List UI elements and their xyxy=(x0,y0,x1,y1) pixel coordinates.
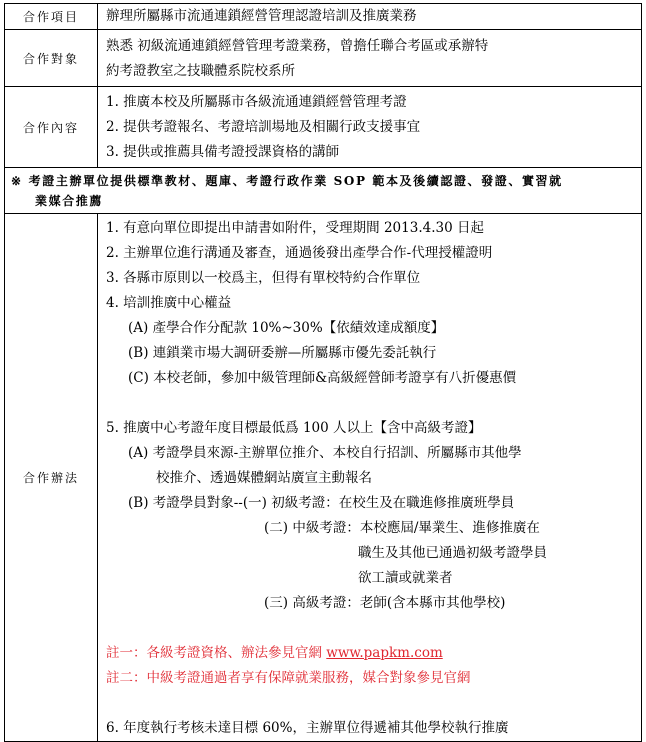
website-link[interactable]: www.papkm.com xyxy=(326,645,443,661)
method-5b2-value: 中級考證：本校應屆/畢業生、進修推廣在 xyxy=(292,520,540,536)
method-5b3-prefix: (三) xyxy=(264,595,289,611)
row-item xyxy=(5,4,642,30)
note-1 xyxy=(106,641,641,666)
remark-line-1 xyxy=(11,171,635,191)
content-list xyxy=(98,87,642,168)
method-5b-prefix: (B) 考證學員對象--(一) xyxy=(128,495,267,511)
remark-cell xyxy=(5,168,642,214)
remark-line-2: 業媒合推薦 xyxy=(35,194,104,208)
method-line-5b-2-cont1: 職生及其他已通過初級考證學員 xyxy=(358,545,547,561)
content-item xyxy=(98,4,642,30)
method-line-5b-1 xyxy=(106,491,641,516)
content-item-1: 1. 推廣本校及所屬縣市各級流通連鎖經營管理考證 xyxy=(106,94,407,110)
method-5b3-value: 高級考證：老師(含本縣市其他學校) xyxy=(292,595,506,611)
method-line-1: 1. 有意向單位即提出申請書如附件，受理期間 2013.4.30 日起 xyxy=(106,220,484,236)
label-target: 合作對象 xyxy=(5,30,98,87)
cooperation-table xyxy=(4,3,642,742)
item-text: 辦理所屬縣市流通連鎖經營管理認證培訓及推廣業務 xyxy=(106,8,417,24)
row-content xyxy=(5,87,642,168)
spacer xyxy=(106,391,641,416)
content-target xyxy=(98,30,642,87)
method-line-5: 5. 推廣中心考證年度目標最低爲 100 人以上【含中高級考證】 xyxy=(106,420,482,436)
note-2: 註二：中級考證通過者享有保障就業服務，媒合對象參見官網 xyxy=(106,670,471,686)
method-5b-value: 初級考證：在校生及在職進修推廣班學員 xyxy=(271,495,515,511)
method-5b2-prefix: (二) xyxy=(264,520,289,536)
method-line-4a: (A) 產學合作分配款 10%~30%【依績效達成額度】 xyxy=(128,320,445,336)
row-remark xyxy=(5,168,642,214)
spacer xyxy=(106,691,641,716)
row-method xyxy=(5,214,642,742)
row-target xyxy=(5,30,642,87)
method-line-5a-1: (A) 考證學員來源-主辦單位推介、本校自行招訓、所屬縣市其他學 xyxy=(128,445,522,461)
method-line-3: 3. 各縣市原則以一校爲主，但得有單校特約合作單位 xyxy=(106,270,421,286)
method-line-5b-2-cont2: 欲工讀或就業者 xyxy=(358,570,453,586)
method-line-5b-2 xyxy=(106,516,641,541)
target-line-1: 熟悉 初級流通連鎖經營管理考證業務，曾擔任聯合考區或承辦特 xyxy=(106,38,489,54)
content-item-2: 2. 提供考證報名、考證培訓場地及相關行政支援事宜 xyxy=(106,119,421,135)
method-line-4c: (C) 本校老師，參加中級管理師&高級經營師考證享有八折優惠價 xyxy=(128,370,517,386)
content-item-3: 3. 提供或推薦具備考證授課資格的講師 xyxy=(106,144,340,160)
method-line-2: 2. 主辦單位進行溝通及審查，通過後發出產學合作-代理授權證明 xyxy=(106,245,493,261)
method-line-4b: (B) 連鎖業市場大調研委辦—所屬縣市優先委託執行 xyxy=(128,345,437,361)
label-item: 合作項目 xyxy=(5,4,98,30)
label-content: 合作內容 xyxy=(5,87,98,168)
method-line-4: 4. 培訓推廣中心權益 xyxy=(106,295,232,311)
reference-mark-icon: ※ xyxy=(11,174,23,188)
spacer xyxy=(106,616,641,641)
method-line-5a-2: 校推介、透過媒體網站廣宣主動報名 xyxy=(156,470,372,486)
content-method xyxy=(98,214,642,742)
method-line-6: 6. 年度執行考核未達目標 60%，主辦單位得遞補其他學校執行推廣 xyxy=(106,720,509,736)
label-method: 合作辦法 xyxy=(5,214,98,742)
method-line-5b-3 xyxy=(106,591,641,616)
target-line-2: 約考證教室之技職體系院校系所 xyxy=(106,63,295,79)
remark-text-1: 考證主辦單位提供標準教材、題庫、考證行政作業 SOP 範本及後續認證、發證、實習就 xyxy=(28,174,563,188)
note-1-text: 註一：各級考證資格、辦法參見官網 xyxy=(106,645,327,661)
